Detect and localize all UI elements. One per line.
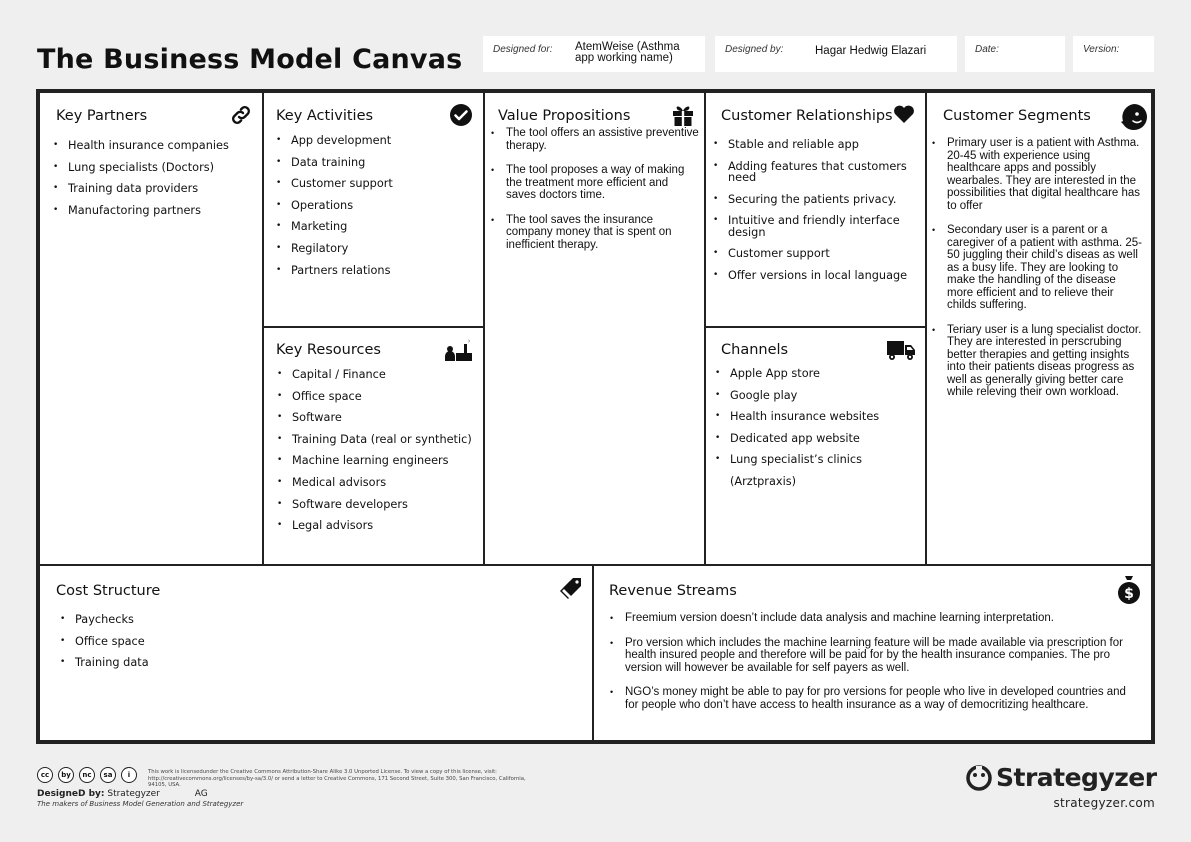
cc-sa-icon: sa	[100, 767, 116, 783]
list-item: • Teriary user is a lung specialist doctor. They are interested in perscrubing better therapies and getting insights into their patients diseas progress as well as generally giving better care while releving their own workload.	[930, 324, 1145, 399]
list-item: • NGO’s money might be able to pay for pro versions for people who live in developed countries and for people who don’t have access to health insurance as a way of democritizing healthcare.	[608, 686, 1138, 711]
designed-by-label: Designed by:	[725, 44, 784, 55]
list-item: • Operations	[276, 195, 393, 217]
price-tag-icon	[559, 576, 585, 602]
list-item: • Adding features that customers need	[713, 161, 913, 184]
truck-icon	[886, 338, 916, 362]
list-item: • The tool saves the insurance company money that is spent on inefficient therapy.	[489, 214, 701, 252]
revenue-streams-list	[608, 612, 1138, 711]
key-activities-list	[276, 130, 393, 281]
footer-designed-by-label: DesigneD by:	[37, 789, 105, 799]
key-activities-block[interactable]	[264, 93, 483, 326]
version-label: Version:	[1083, 44, 1120, 55]
footer-designed-by-suffix: AG	[194, 789, 208, 799]
svg-text:$: $	[1124, 586, 1134, 602]
channels-list	[715, 363, 925, 493]
list-item: • Pro version which includes the machine learning feature will be made available via prescription for health insured people and therefore will be paid for by the health insurance companies. The pro version will however be available for self payers as well.	[608, 637, 1138, 675]
list-item: • Regilatory	[276, 238, 393, 260]
list-item: • Marketing	[276, 216, 393, 238]
gift-icon	[671, 103, 695, 127]
list-item: • Primary user is a patient with Asthma. 20-45 with experience using healthcare apps and possibly wearbales. They are interested in the possibilities that digital healthcare has to offer	[930, 137, 1145, 212]
list-item: • Medical advisors	[277, 472, 472, 494]
designed-for-box[interactable]	[483, 36, 705, 72]
key-partners-title: Key Partners	[56, 108, 148, 124]
list-item: • Software developers	[277, 494, 472, 516]
customer-relationships-list	[713, 139, 913, 281]
list-item: • Training Data (real or synthetic)	[277, 429, 472, 451]
list-item: • Customer support	[276, 173, 393, 195]
creative-commons-icons	[37, 767, 137, 783]
footer-designed-by	[37, 789, 208, 799]
face-icon	[1120, 103, 1148, 131]
license-text: This work is licensedunder the Creative Commons Attribution-Share Alike 3.0 Unported License. To view a copy of this license, visit: http://creativecommons.org/licenses/by-sa/3.0/ or send a letter to Creative Commons, 171 Second Street, Suite 300, San Francisco, California, 94105, USA.	[148, 769, 526, 788]
list-item: • Capital / Finance	[277, 364, 472, 386]
list-item: • Offer versions in local language	[713, 270, 913, 282]
list-item: • The tool offers an assistive preventive therapy.	[489, 127, 701, 152]
value-propositions-block[interactable]	[485, 93, 704, 564]
list-item: • Data training	[276, 152, 393, 174]
list-item: • Machine learning engineers	[277, 450, 472, 472]
list-item: • Apple App store	[715, 363, 925, 385]
cc-by-icon: by	[58, 767, 74, 783]
customer-segments-list	[930, 137, 1145, 399]
list-item: • Freemium version doesn’t include data analysis and machine learning interpretation.	[608, 612, 1138, 625]
footer-designed-by-value: Strategyzer	[107, 789, 160, 799]
revenue-streams-block[interactable]	[594, 566, 1151, 740]
business-model-canvas	[36, 89, 1155, 744]
version-box[interactable]	[1073, 36, 1154, 72]
designed-by-box[interactable]	[715, 36, 957, 72]
revenue-streams-title: Revenue Streams	[609, 583, 737, 599]
list-item: • Secondary user is a parent or a caregiver of a patient with asthma. 25-50 juggling their child’s diseas as well as a busy life. They are looking to make the handling of the disease more efficient and to relieve their childs suffering.	[930, 224, 1145, 312]
customer-relationships-block[interactable]	[706, 93, 925, 326]
brand-url[interactable]: strategyzer.com	[1053, 796, 1155, 810]
value-propositions-title: Value Propositions	[498, 108, 631, 124]
page-title: The Business Model Canvas	[37, 44, 463, 75]
list-item: • Software	[277, 407, 472, 429]
value-propositions-list	[489, 127, 701, 251]
list-item: • Stable and reliable app	[713, 139, 913, 151]
brand-name: Strategyzer	[996, 763, 1157, 792]
cost-structure-title: Cost Structure	[56, 583, 161, 599]
link-icon	[229, 103, 253, 127]
key-activities-title: Key Activities	[276, 108, 374, 124]
designed-for-label: Designed for:	[493, 44, 553, 55]
cost-structure-list	[60, 609, 149, 674]
list-item: • The tool proposes a way of making the treatment more efficient and saves doctors time.	[489, 164, 701, 202]
key-resources-list	[277, 364, 472, 537]
list-item: • Securing the patients privacy.	[713, 194, 913, 206]
list-item: • Google play	[715, 385, 925, 407]
cc-nc-icon: nc	[79, 767, 95, 783]
list-item: • Legal advisors	[277, 515, 472, 537]
customer-segments-block[interactable]	[927, 93, 1151, 564]
cc-icon: cc	[37, 767, 53, 783]
list-item: • Office space	[277, 386, 472, 408]
list-item: • Office space	[60, 631, 149, 653]
list-item: • Intuitive and friendly interface design	[713, 215, 913, 238]
key-partners-block[interactable]	[40, 93, 262, 564]
makers-text: The makers of Business Model Generation and Strategyzer	[37, 800, 244, 808]
list-item: • Training data	[60, 652, 149, 674]
heart-icon	[892, 102, 916, 126]
check-circle-icon	[449, 103, 473, 127]
list-item: • Lung specialist’s clinics (Arztpraxis)	[715, 449, 925, 492]
customer-relationships-title: Customer Relationships	[721, 108, 893, 124]
channels-title: Channels	[721, 342, 789, 358]
key-resources-block[interactable]	[264, 328, 483, 564]
strategyzer-logo-icon	[966, 765, 992, 791]
list-item: • Paychecks	[60, 609, 149, 631]
designed-for-value: AtemWeise (Asthma app working name)	[575, 41, 680, 64]
list-item: • Health insurance websites	[715, 406, 925, 428]
list-item: • Customer support	[713, 248, 913, 260]
list-item: • Dedicated app website	[715, 428, 925, 450]
key-resources-title: Key Resources	[276, 342, 381, 358]
list-item: • App development	[276, 130, 393, 152]
strategyzer-logo[interactable]	[966, 763, 1157, 792]
money-bag-icon	[1116, 575, 1142, 605]
cc-info-icon: i	[121, 767, 137, 783]
designed-by-value: Hagar Hedwig Elazari	[815, 45, 927, 57]
customer-segments-title: Customer Segments	[943, 108, 1091, 124]
channels-block[interactable]	[706, 328, 925, 564]
key-partners-list	[53, 135, 229, 221]
factory-worker-icon	[444, 339, 474, 363]
cost-structure-block[interactable]	[40, 566, 592, 740]
date-label: Date:	[975, 44, 999, 55]
date-box[interactable]	[965, 36, 1065, 72]
list-item: • Training data providers	[53, 178, 229, 200]
list-item: • Partners relations	[276, 260, 393, 282]
list-item: • Health insurance companies	[53, 135, 229, 157]
list-item: • Lung specialists (Doctors)	[53, 157, 229, 179]
list-item: • Manufactoring partners	[53, 200, 229, 222]
